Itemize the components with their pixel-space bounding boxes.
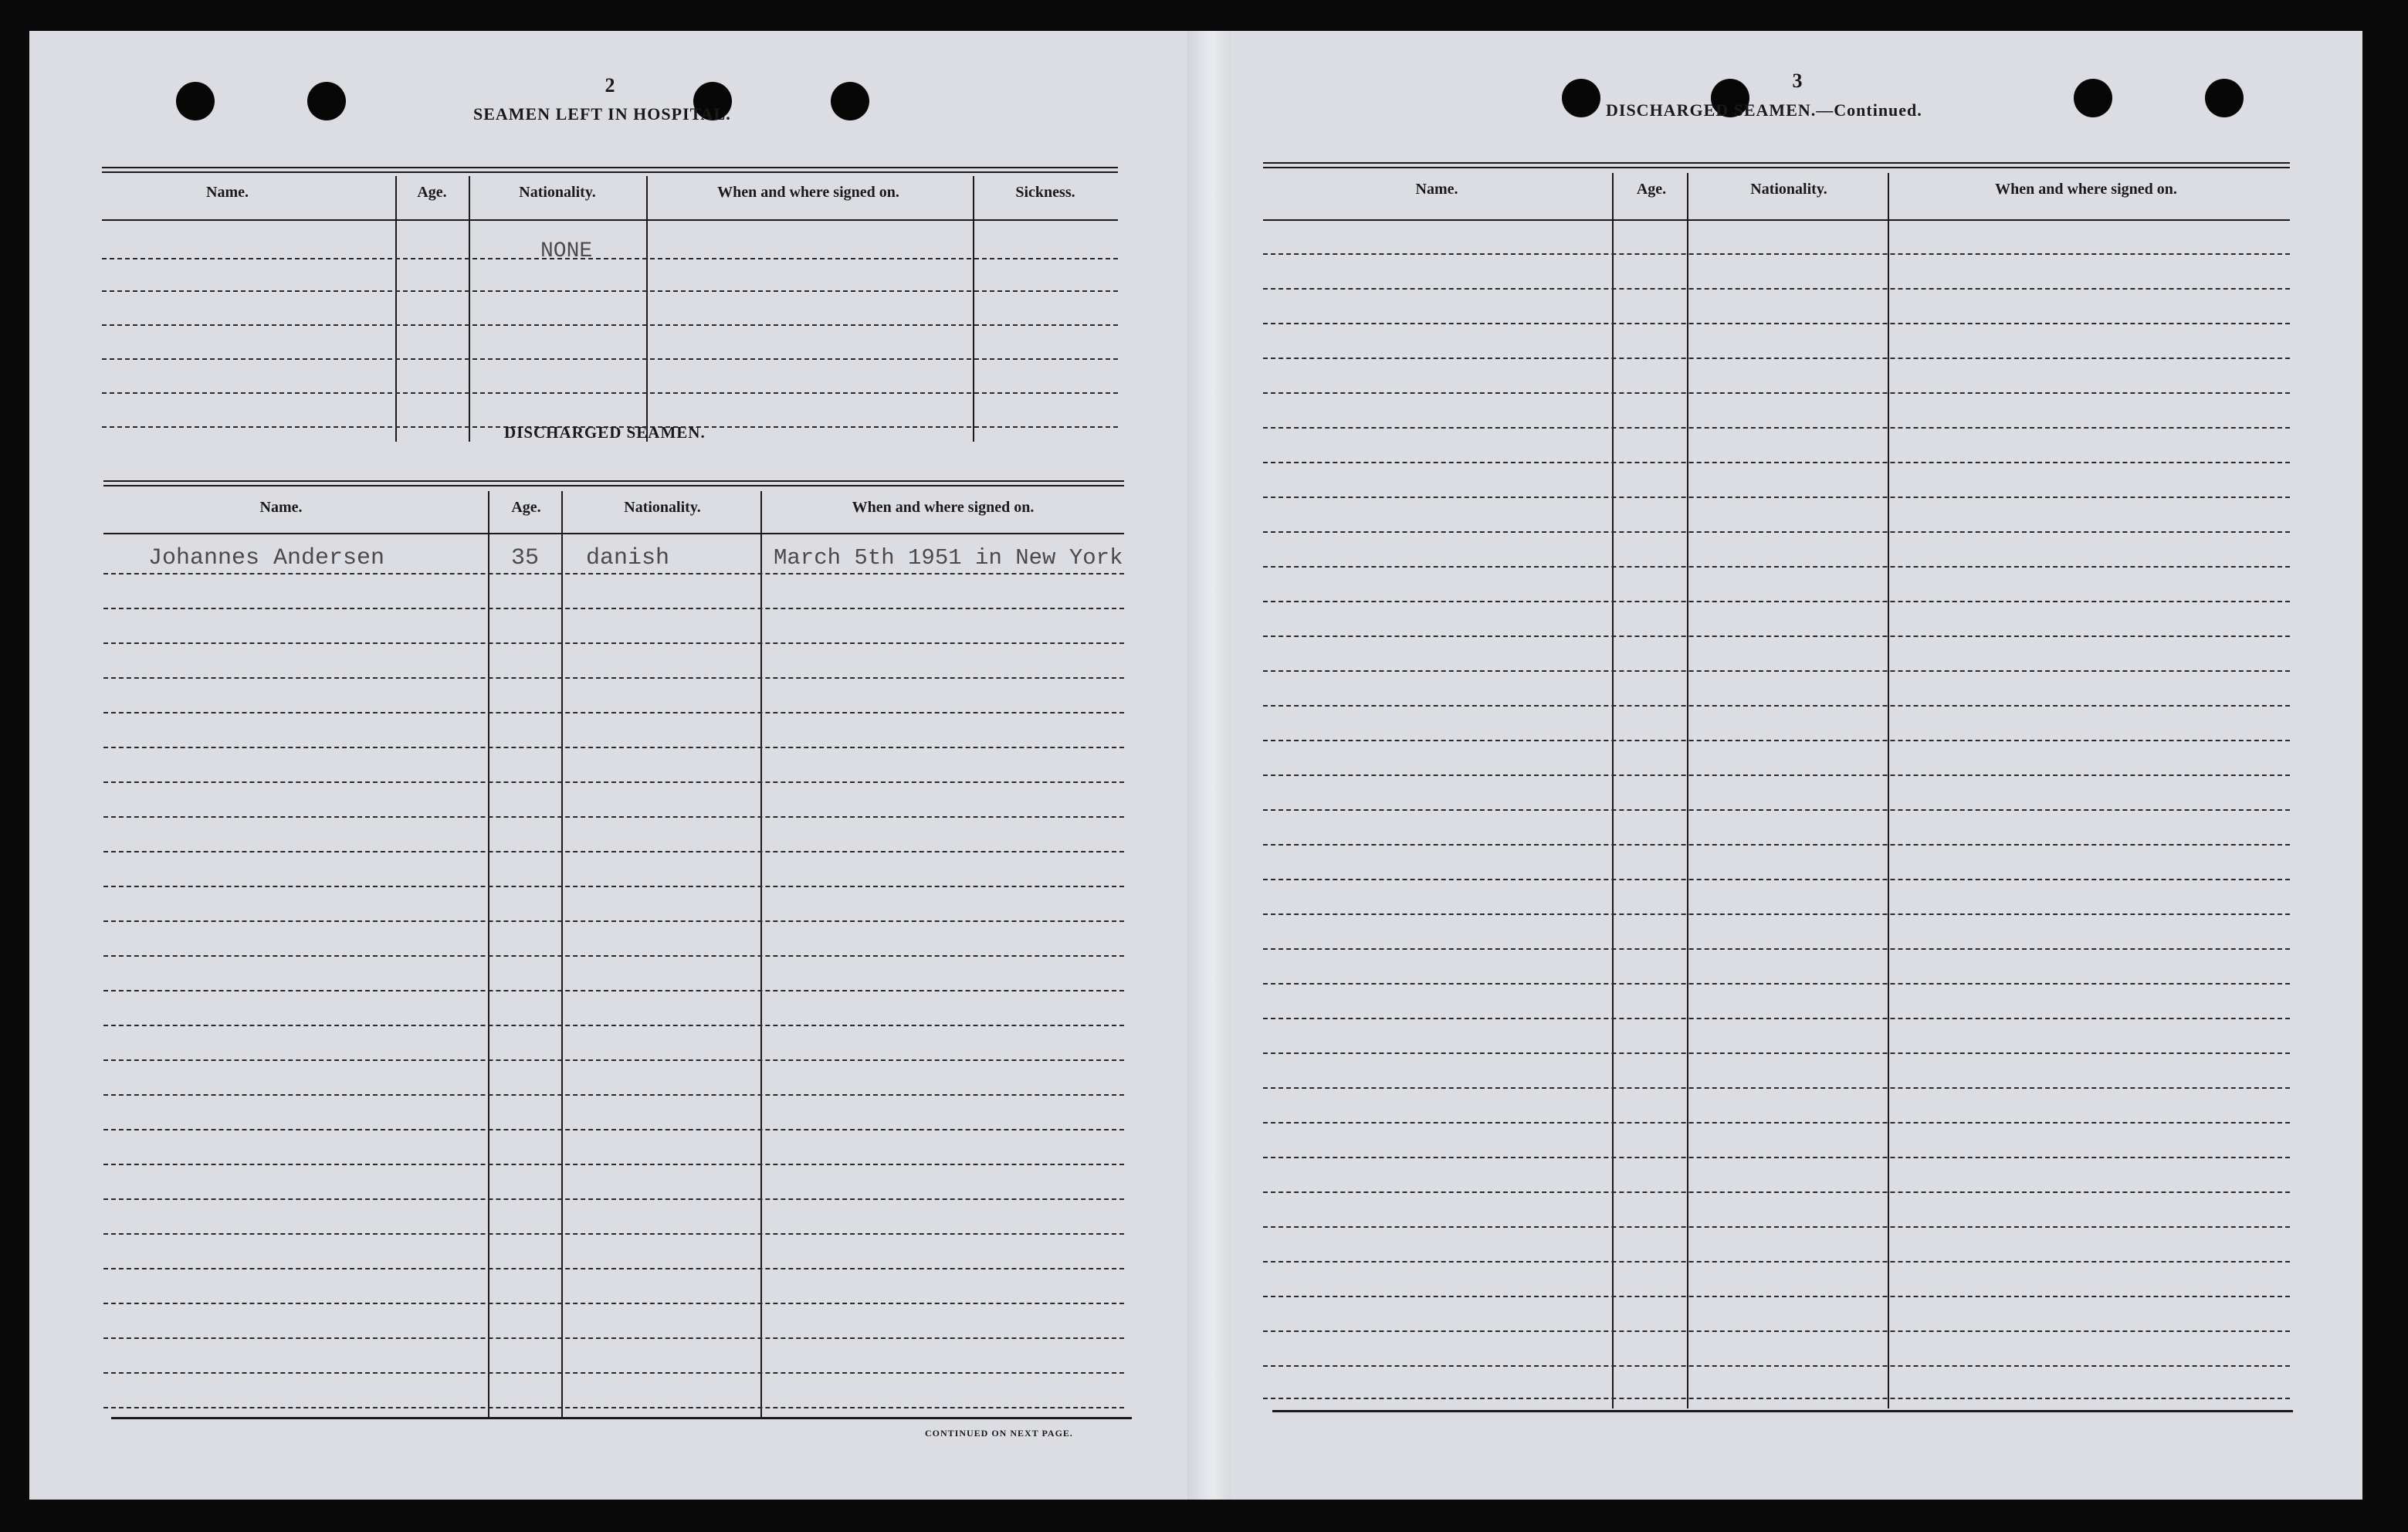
discharged-col-nationality: Nationality. — [624, 499, 701, 516]
seaman-nationality: danish — [586, 545, 670, 571]
right-bottom-rule — [1272, 1410, 2293, 1412]
right-col-nationality: Nationality. — [1750, 181, 1827, 198]
hospital-col-signed-on: When and where signed on. — [717, 184, 899, 201]
left-bottom-rule — [111, 1417, 1132, 1419]
hospital-col-nationality: Nationality. — [519, 184, 596, 201]
punch-hole — [1562, 79, 1600, 117]
discharged-continued-table — [1263, 131, 2290, 1421]
right-page-number: 3 — [1792, 69, 1803, 92]
punch-hole — [176, 82, 215, 120]
discharged-col-name: Name. — [259, 499, 303, 516]
punch-hole — [2205, 79, 2244, 117]
discharged-col-signed-on: When and where signed on. — [852, 499, 1035, 516]
seaman-age: 35 — [511, 545, 540, 571]
discharged-table — [103, 448, 1124, 1429]
discharged-section-title: DISCHARGED SEAMEN. — [504, 423, 706, 442]
hospital-col-age: Age. — [417, 184, 447, 201]
page-gutter — [1187, 31, 1231, 1500]
seaman-name: Johannes Andersen — [148, 545, 385, 571]
ledger-sheet — [29, 31, 2362, 1500]
punch-hole — [831, 82, 869, 120]
left-page-number: 2 — [605, 74, 615, 97]
punch-hole — [307, 82, 346, 120]
hospital-none-entry: NONE — [540, 239, 593, 263]
hospital-section-title: SEAMEN LEFT IN HOSPITAL. — [473, 104, 731, 124]
punch-hole — [2074, 79, 2112, 117]
right-col-signed-on: When and where signed on. — [1995, 181, 2177, 198]
continued-note: CONTINUED ON NEXT PAGE. — [925, 1428, 1073, 1439]
hospital-col-sickness: Sickness. — [1015, 184, 1075, 201]
hospital-table — [102, 136, 1118, 445]
hospital-col-name: Name. — [206, 184, 249, 201]
right-section-title: DISCHARGED SEAMEN.—Continued. — [1606, 100, 1922, 120]
seaman-signed-on: March 5th 1951 in New York — [774, 545, 1123, 571]
right-col-age: Age. — [1636, 181, 1667, 198]
right-col-name: Name. — [1415, 181, 1458, 198]
discharged-col-age: Age. — [511, 499, 541, 516]
